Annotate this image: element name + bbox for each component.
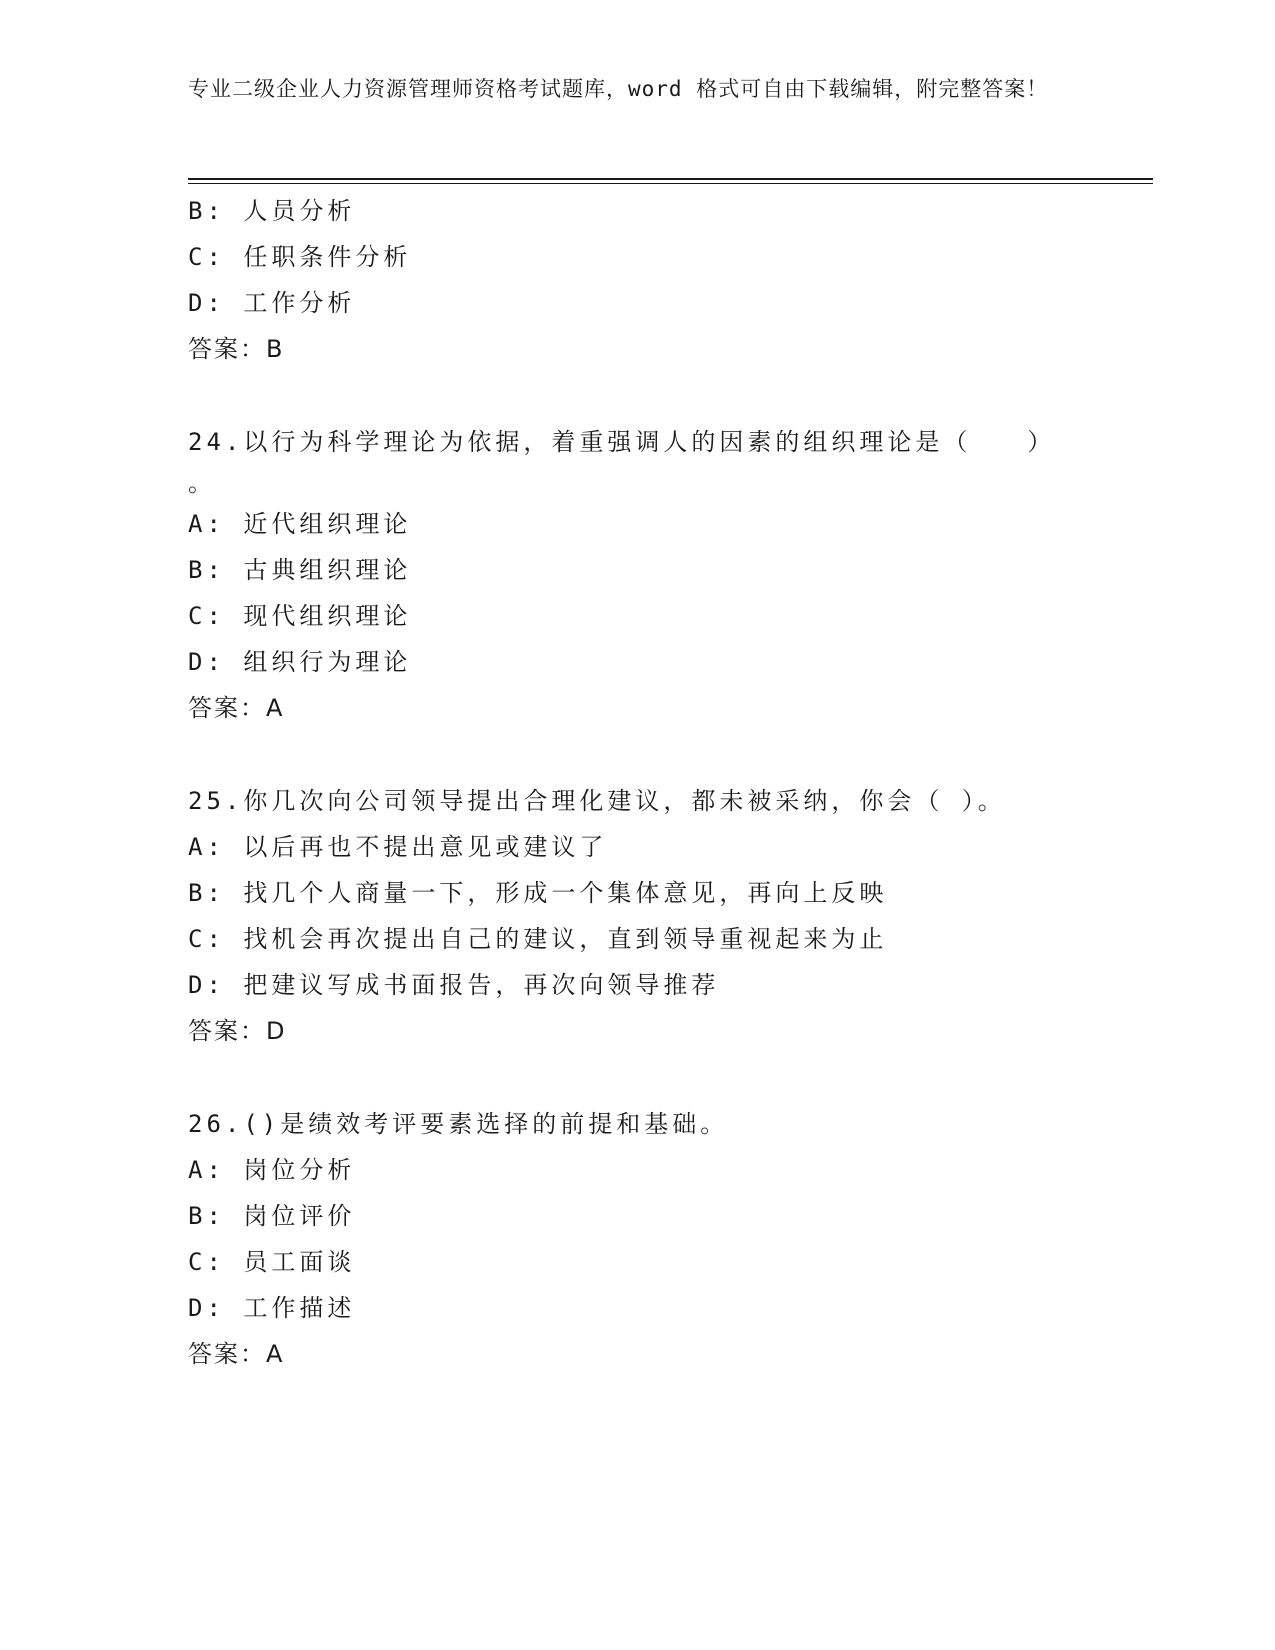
answer: 答案：D [188, 1017, 287, 1045]
document-header: 专业二级企业人力资源管理师资格考试题库，word 格式可自由下载编辑，附完整答案！ [188, 77, 1049, 101]
option-a: A: 以后再也不提出意见或建议了 [188, 833, 608, 861]
option-c: C: 员工面谈 [188, 1248, 356, 1276]
option-c: C: 找机会再次提出自己的建议，直到领导重视起来为止 [188, 925, 888, 953]
question-26 [188, 1101, 1088, 1377]
option-b: B: 古典组织理论 [188, 556, 412, 584]
option-b: B: 岗位评价 [188, 1202, 356, 1230]
option-a: A: 近代组织理论 [188, 510, 412, 538]
question-23-tail [188, 188, 1088, 372]
answer: 答案：A [188, 694, 285, 722]
answer: 答案：B [188, 335, 285, 363]
question-stem: 26.()是绩效考评要素选择的前提和基础。 [188, 1110, 729, 1138]
header-rule-thick [188, 178, 1153, 180]
answer: 答案：A [188, 1340, 285, 1368]
question-25 [188, 778, 1088, 1054]
question-stem: 25.你几次向公司领导提出合理化建议，都未被采纳，你会（ ）。 [188, 787, 1006, 815]
option-b: B: 找几个人商量一下，形成一个集体意见，再向上反映 [188, 879, 888, 907]
option-a: A: 岗位分析 [188, 1156, 356, 1184]
option-c: C: 现代组织理论 [188, 602, 412, 630]
option-b: B: 人员分析 [188, 197, 356, 225]
question-stem-continuation: 。 [188, 469, 216, 497]
option-d: D: 工作分析 [188, 289, 356, 317]
option-c: C: 任职条件分析 [188, 243, 412, 271]
option-d: D: 工作描述 [188, 1294, 356, 1322]
question-stem: 24.以行为科学理论为依据，着重强调人的因素的组织理论是（ ） [188, 428, 1056, 456]
question-list [188, 188, 1088, 1377]
header-rule-thin [188, 183, 1153, 184]
question-24 [188, 419, 1088, 731]
option-d: D: 把建议写成书面报告，再次向领导推荐 [188, 971, 720, 999]
option-d: D: 组织行为理论 [188, 648, 412, 676]
